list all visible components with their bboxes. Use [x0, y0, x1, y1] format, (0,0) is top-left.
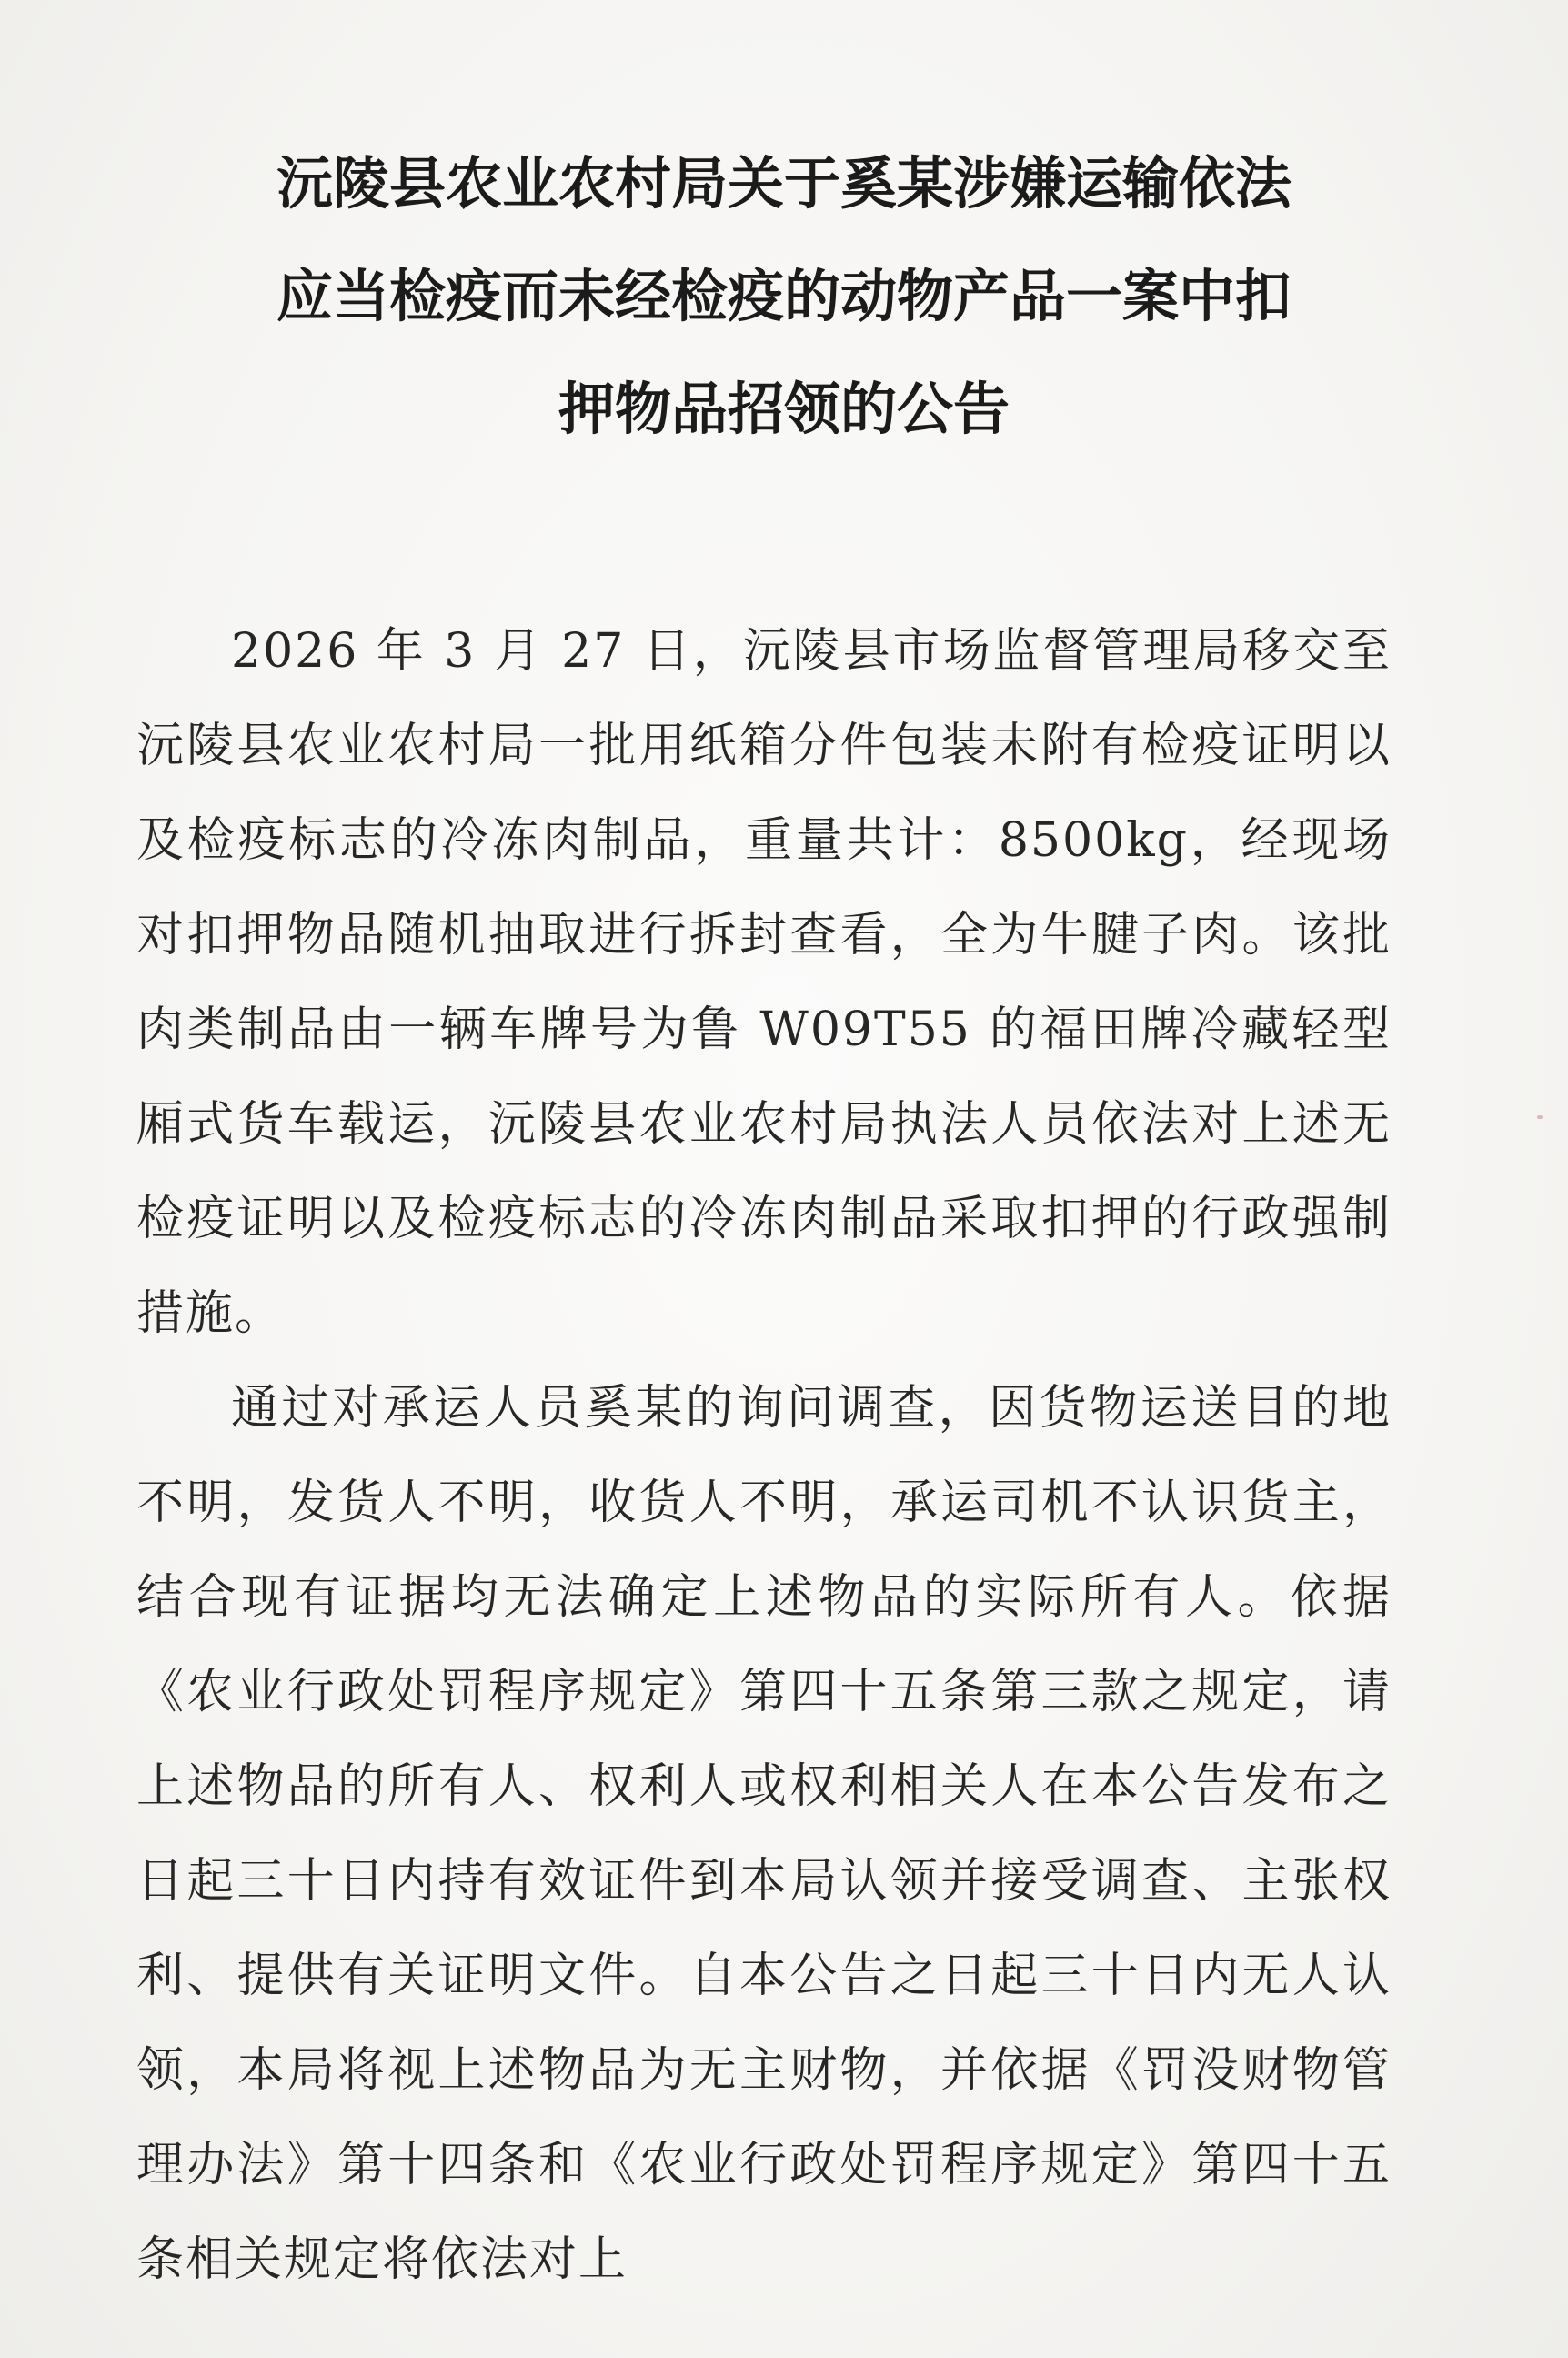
paragraph-claim-notice: 通过对承运人员奚某的询问调查，因货物运送目的地不明，发货人不明，收货人不明，承运司机不认识货主，结合现有证据均无法确定上述物品的实际所有人。依据《农业行政处罚程序规定》第四十五条第三款之规定，请上述物品的所有人、权利人或权利相关人在本公告发布之日起三十日内持有效证件到本局认领并接受调查、主张权利、提供有关证明文件。自本公告之日起三十日内无人认领，本局将视上述物品为无主财物，并依据《罚没财物管理办法》第十四条和《农业行政处罚程序规定》第四十五条相关规定将依法对上 — [136, 1381, 1392, 2287]
paragraph-seizure-details: 2026 年 3 月 27 日，沅陵县市场监督管理局移交至沅陵县农业农村局一批用纸箱分件包装未附有检疫证明以及检疫标志的冷冻肉制品，重量共计：8500kg，经现场对扣押物品随机抽取进行拆封查看，全为牛腱子肉。该批肉类制品由一辆车牌号为鲁 W09T55 的福田牌冷藏轻型厢式货车载运，沅陵县农业农村局执法人员依法对上述无检疫证明以及检疫标志的冷冻肉制品采取扣押的行政强制措施。 — [136, 624, 1392, 1341]
document-body — [136, 604, 1392, 2307]
paper-speck — [1537, 1115, 1543, 1119]
title-line-1: 沅陵县农业农村局关于奚某涉嫌运输依法 — [276, 150, 1292, 217]
title-line-2: 应当检疫而未经检疫的动物产品一案中扣 — [276, 263, 1292, 329]
title-line-3: 押物品招领的公告 — [558, 376, 1010, 442]
document-title — [109, 127, 1459, 466]
